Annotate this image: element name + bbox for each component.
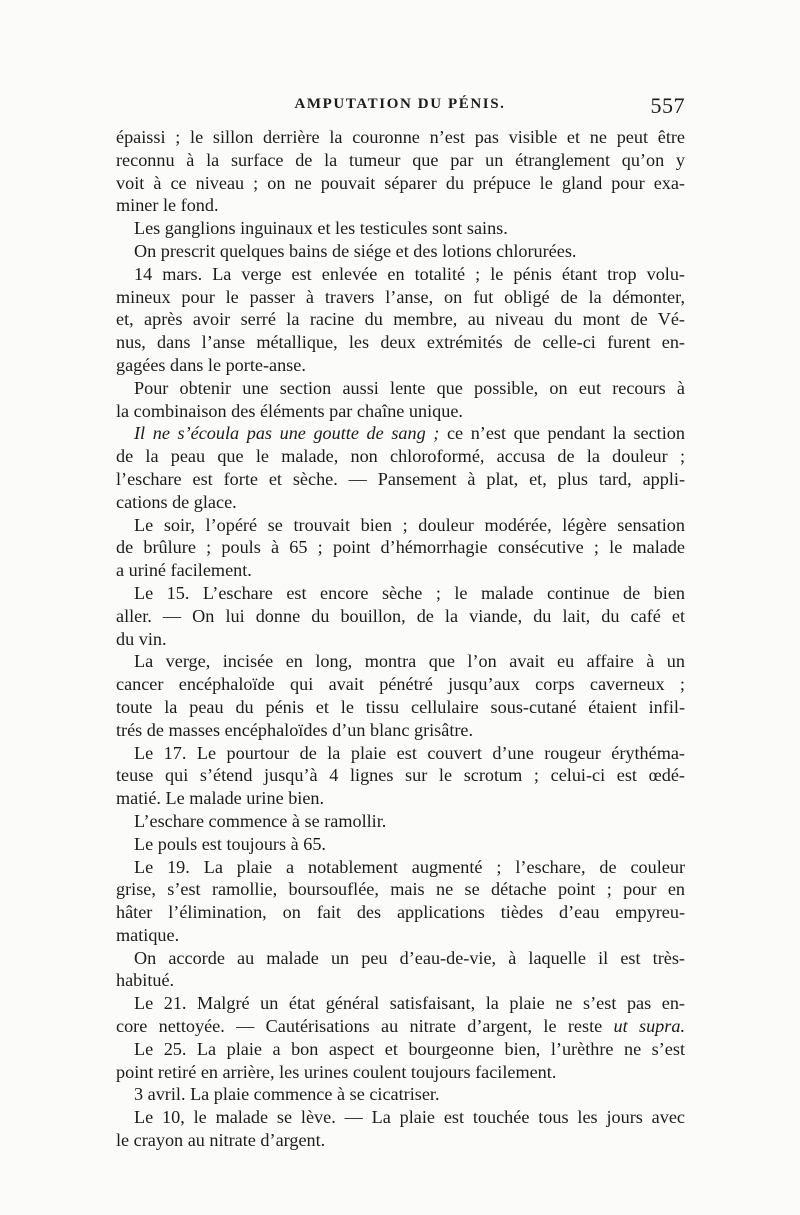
text-line bbox=[116, 1106, 685, 1129]
text-line bbox=[116, 491, 685, 514]
text-fragment: matique. bbox=[116, 924, 180, 945]
text-line bbox=[116, 787, 685, 810]
text-fragment: l’eschare est forte et sèche. — Pansement à plat, et, plus tard, appli- bbox=[116, 468, 685, 489]
text-line bbox=[116, 673, 685, 696]
text-fragment: core nettoyée. — Cautérisations au nitrate d’argent, le reste bbox=[116, 1016, 614, 1037]
text-fragment: épaissi ; le sillon derrière la couronne n’est pas visible et ne peut être bbox=[116, 127, 685, 147]
text-line bbox=[116, 286, 685, 309]
text-line bbox=[116, 331, 685, 354]
text-fragment: 14 mars. La verge est enlevée en totalité ; le pénis étant trop volu- bbox=[134, 263, 685, 284]
text-fragment: matié. Le malade urine bien. bbox=[116, 788, 325, 809]
body-text bbox=[116, 126, 685, 1152]
text-line bbox=[116, 628, 685, 651]
text-fragment: On prescrit quelques bains de siége et des lotions chlorurées. bbox=[134, 240, 577, 261]
text-fragment: Le 17. Le pourtour de la plaie est couvert d’une rougeur érythéma- bbox=[134, 742, 685, 763]
text-fragment: aller. — On lui donne du bouillon, de la viande, du lait, du café et bbox=[116, 605, 685, 626]
text-line bbox=[116, 742, 685, 765]
text-fragment: le crayon au nitrate d’argent. bbox=[116, 1130, 326, 1151]
text-line bbox=[116, 969, 685, 992]
text-fragment: La verge, incisée en long, montra que l’on avait eu affaire à un bbox=[134, 651, 685, 672]
text-fragment: Le soir, l’opéré se trouvait bien ; douleur modérée, légère sensation bbox=[134, 514, 685, 535]
text-fragment: On accorde au malade un peu d’eau-de-vie, à laquelle il est très- bbox=[134, 947, 685, 968]
text-fragment: Pour obtenir une section aussi lente que possible, on eut recours à bbox=[134, 377, 685, 398]
text-line bbox=[116, 172, 685, 195]
text-line bbox=[116, 422, 685, 445]
text-fragment: Le 25. La plaie a bon aspect et bourgeonne bien, l’urèthre ne s’est bbox=[134, 1038, 685, 1059]
text-line bbox=[116, 354, 685, 377]
text-line bbox=[116, 947, 685, 970]
text-line bbox=[116, 559, 685, 582]
text-fragment: reconnu à la surface de la tumeur que par un étranglement qu’on y bbox=[116, 149, 685, 170]
text-line bbox=[116, 536, 685, 559]
text-line bbox=[116, 263, 685, 286]
text-line bbox=[116, 514, 685, 537]
text-line bbox=[116, 217, 685, 240]
text-fragment: teuse qui s’étend jusqu’à 4 lignes sur le scrotum ; celui-ci est œdé- bbox=[116, 765, 685, 786]
text-line bbox=[116, 719, 685, 742]
text-line bbox=[116, 445, 685, 468]
text-fragment: hâter l’élimination, on fait des applications tièdes d’eau empyreu- bbox=[116, 902, 685, 923]
text-line bbox=[116, 833, 685, 856]
text-fragment: de brûlure ; pouls à 65 ; point d’hémorrhagie consécutive ; le malade bbox=[116, 537, 685, 558]
text-line bbox=[116, 1129, 685, 1152]
text-line bbox=[116, 400, 685, 423]
text-line bbox=[116, 764, 685, 787]
text-fragment: cancer encéphaloïde qui avait pénétré jusqu’aux corps caverneux ; bbox=[116, 674, 685, 695]
text-line bbox=[116, 992, 685, 1015]
text-line bbox=[116, 582, 685, 605]
italic-phrase: ut supra. bbox=[613, 1016, 685, 1037]
text-fragment: 3 avril. La plaie commence à se cicatriser. bbox=[134, 1084, 440, 1105]
text-line bbox=[116, 924, 685, 947]
text-line bbox=[116, 856, 685, 879]
text-fragment: trés de masses encéphaloïdes d’un blanc grisâtre. bbox=[116, 719, 474, 740]
text-fragment: L’eschare commence à se ramollir. bbox=[134, 810, 387, 831]
text-line bbox=[116, 650, 685, 673]
text-line bbox=[116, 810, 685, 833]
text-fragment: la combinaison des éléments par chaîne unique. bbox=[116, 400, 463, 421]
running-title: AMPUTATION DU PÉNIS. bbox=[294, 96, 506, 112]
text-line bbox=[116, 126, 685, 149]
text-fragment: du vin. bbox=[116, 628, 167, 649]
text-line bbox=[116, 194, 685, 217]
text-fragment: grise, s’est ramollie, boursouflée, mais ne se détache point ; pour en bbox=[116, 879, 685, 900]
text-line bbox=[116, 377, 685, 400]
italic-phrase: Il ne s’écoula pas une goutte de sang ; bbox=[134, 423, 440, 444]
text-fragment: a uriné facilement. bbox=[116, 560, 252, 581]
page-number: 557 bbox=[650, 93, 685, 118]
text-line bbox=[116, 605, 685, 628]
text-line bbox=[116, 696, 685, 719]
text-fragment: habitué. bbox=[116, 970, 175, 991]
text-fragment: nus, dans l’anse métallique, les deux extrémités de celle-ci furent en- bbox=[116, 332, 685, 353]
text-fragment: cations de glace. bbox=[116, 491, 237, 512]
text-fragment: Le 15. L’eschare est encore sèche ; le malade continue de bien bbox=[134, 582, 685, 603]
text-fragment: toute la peau du pénis et le tissu cellulaire sous-cutané étaient infil- bbox=[116, 696, 685, 717]
text-line bbox=[116, 1038, 685, 1061]
text-line bbox=[116, 1015, 685, 1038]
text-line bbox=[116, 878, 685, 901]
text-fragment: gagées dans le porte-anse. bbox=[116, 354, 306, 375]
text-fragment: ce n’est que pendant la section bbox=[439, 423, 685, 444]
text-line bbox=[116, 240, 685, 263]
text-fragment: Le 21. Malgré un état général satisfaisant, la plaie ne s’est pas en- bbox=[134, 993, 685, 1014]
text-fragment: de la peau que le malade, non chloroformé, accusa de la douleur ; bbox=[116, 446, 685, 467]
text-fragment: voit à ce niveau ; on ne pouvait séparer du prépuce le gland pour exa- bbox=[116, 172, 685, 193]
text-fragment: point retiré en arrière, les urines coulent toujours facilement. bbox=[116, 1061, 557, 1082]
text-line bbox=[116, 1083, 685, 1106]
text-fragment: Le 10, le malade se lève. — La plaie est touchée tous les jours avec bbox=[134, 1107, 685, 1128]
text-fragment: et, après avoir serré la racine du membre, au niveau du mont de Vé- bbox=[116, 309, 685, 330]
text-line bbox=[116, 468, 685, 491]
text-fragment: Le pouls est toujours à 65. bbox=[134, 833, 326, 854]
running-header bbox=[115, 93, 685, 120]
text-line bbox=[116, 1061, 685, 1084]
text-fragment: Les ganglions inguinaux et les testicules sont sains. bbox=[134, 218, 508, 239]
text-line bbox=[116, 901, 685, 924]
text-fragment: mineux pour le passer à travers l’anse, on fut obligé de la démonter, bbox=[116, 286, 685, 307]
text-fragment: Le 19. La plaie a notablement augmenté ; l’eschare, de couleur bbox=[134, 856, 685, 877]
text-fragment: miner le fond. bbox=[116, 195, 219, 216]
text-line bbox=[116, 308, 685, 331]
text-line bbox=[116, 149, 685, 172]
